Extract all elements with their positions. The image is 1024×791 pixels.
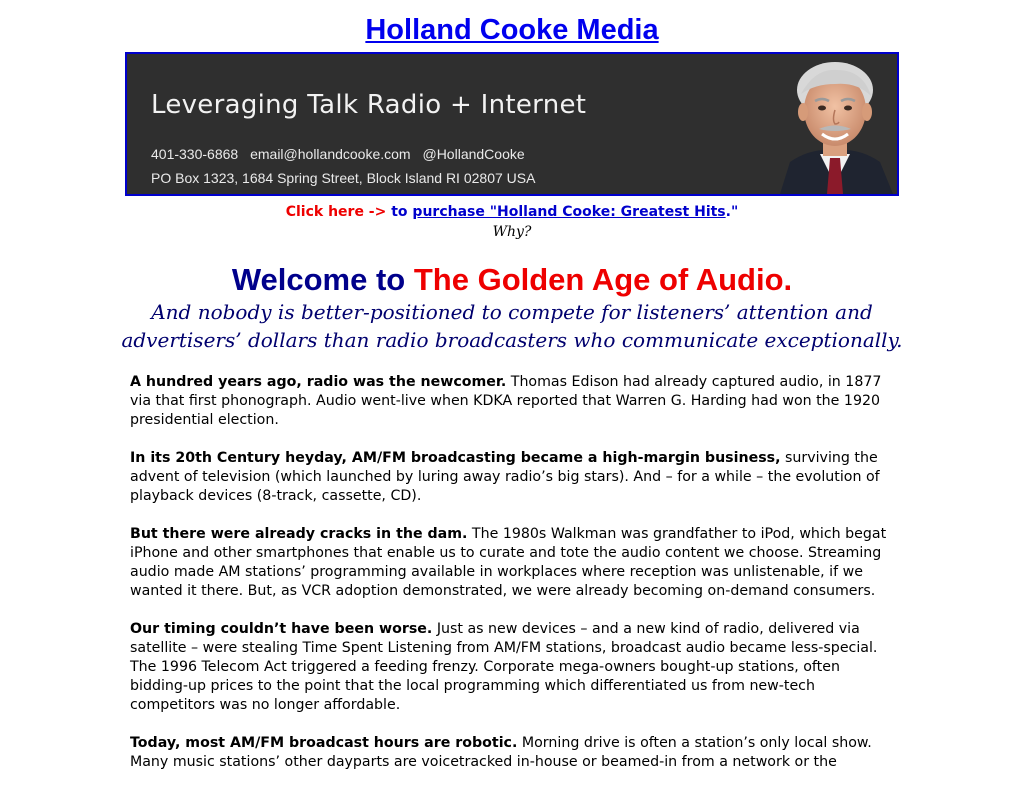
article-paragraph — [130, 734, 900, 772]
cta-end-text: ." — [725, 204, 739, 220]
banner-contact-line — [151, 146, 533, 162]
paragraph-text: Thomas Edison had already captured audio, in 1877 via that first phonograph. Audio went-live when KDKA reported that Warren G. Harding had won the 1920 presidential election. — [130, 374, 882, 428]
article-body — [130, 373, 900, 791]
paragraph-text: The 1980s Walkman was grandfather to iPod, which begat iPhone and other smartphones that enable us to curate and tote the audio content we choose. Streaming audio made AM stations’ programming available in workplaces where reception was unlistenable, if we wanted it there. But, as VCR adoption demonstrated, we were already becoming on-demand consumers. — [130, 526, 887, 599]
purchase-callout — [0, 204, 1024, 220]
article-paragraph — [130, 373, 900, 430]
paragraph-lead: Today, most AM/FM broadcast hours are robotic. — [130, 735, 518, 751]
paragraph-lead: But there were already cracks in the dam. — [130, 526, 468, 542]
why-text: Why? — [492, 224, 532, 240]
site-title — [0, 14, 1024, 47]
paragraph-text: Just as new devices – and a new kind of radio, delivered via satellite – were stealing Time Spent Listening from AM/FM stations, broadcast audio became less-special. The 1996 Telecom Act triggered a feeding frenzy. Corporate mega-owners bought-up stations, often bidding-up prices to the point that the local programming which differentiated us from new-tech competitors was no longer affordable. — [130, 621, 878, 713]
paragraph-text: Morning drive is often a station’s only local show. Many music stations’ other dayparts are voicetracked in-house or beamed-in from a network or the — [130, 735, 872, 770]
purchase-greatest-hits-link[interactable]: purchase "Holland Cooke: Greatest Hits — [412, 204, 726, 220]
article-paragraph — [130, 525, 900, 601]
banner-handle: @HollandCooke — [422, 146, 525, 162]
paragraph-lead: A hundred years ago, radio was the newcomer. — [130, 374, 507, 390]
banner-address: PO Box 1323, 1684 Spring Street, Block Island RI 02807 USA — [151, 170, 536, 186]
page-subheadline: And nobody is better-positioned to compete for listeners’ attention and advertisers’ dollars than radio broadcasters who communicate exceptionally. — [121, 300, 903, 352]
page-headline — [0, 262, 1024, 298]
person-portrait-icon — [775, 54, 895, 194]
paragraph-lead: In its 20th Century heyday, AM/FM broadcasting became a high-margin business, — [130, 450, 781, 466]
cta-to-text: to — [386, 204, 413, 220]
click-here-text: Click here -> — [285, 204, 387, 220]
paragraph-lead: Our timing couldn’t have been worse. — [130, 621, 433, 637]
headline-welcome: Welcome to — [231, 262, 414, 297]
header-banner — [125, 52, 899, 196]
banner-phone: 401-330-6868 — [151, 146, 239, 162]
banner-email: email@hollandcooke.com — [250, 146, 411, 162]
headline-golden-age: The Golden Age of Audio. — [413, 262, 793, 297]
paragraph-text: surviving the advent of television (which launched by luring away radio’s big stars). And – for a while – the evolution of playback devices (8-track, cassette, CD). — [130, 450, 880, 504]
article-paragraph — [130, 449, 900, 506]
site-title-link[interactable]: Holland Cooke Media — [365, 14, 659, 46]
banner-tagline: Leveraging Talk Radio + Internet — [151, 90, 587, 120]
article-paragraph — [130, 620, 900, 715]
